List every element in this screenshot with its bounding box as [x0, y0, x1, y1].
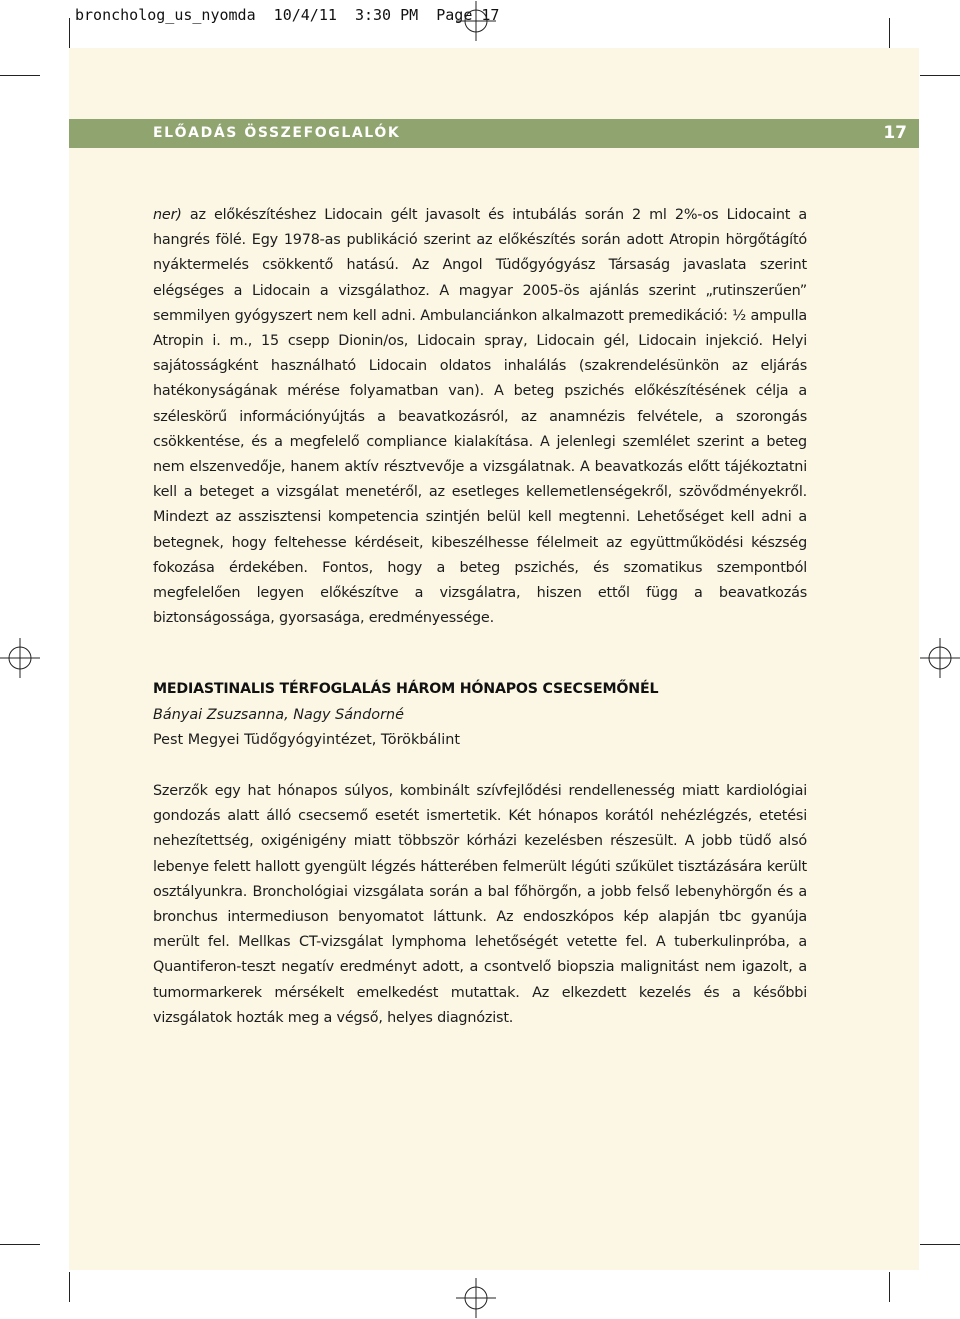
crop-mark — [920, 75, 960, 76]
crop-mark — [69, 18, 70, 48]
paragraph-lead: ner) — [153, 207, 182, 223]
abstract-text: Szerzők egy hat hónapos súlyos, kombinált szívfejlődési rendellenesség miatt kardiológiai gondozás alatt álló csecsemő esetét ismertetik. Két hónapos korától nehézlégzés, etetési nehezítettség, oxigénigény miatt többször kórházi kezelésben részesült. A jobb tüdő alsó lebenye felett hallott gyengült légzés hátterében felmerült légúti szűkület tisztázására került osztályunkra. Bronchológiai vizsgálata során a bal főhörgőn, a jobb felső lebenyhörgőn és a bronchus intermediuson benyomatot láttunk. Az endoszkópos kép alapján tbc gyanúja merült fel. Mellkas CT-vizsgálat lymphoma lehetőségét vetette fel. A tuberkulinpróba, a Quantiferon-teszt negatív eredményt adott, a csontvelő biopszia malignitást nem igazolt, a tumormarkerek mérsékelt emelkedést mutattak. Az elkezdett kezelés és a későbbi vizsgálatok hozták meg a végső, helyes diagnózist. — [153, 783, 807, 1026]
registration-mark-icon — [0, 638, 40, 678]
registration-mark-icon — [456, 1, 496, 41]
registration-mark-icon — [920, 638, 960, 678]
crop-mark — [0, 75, 40, 76]
registration-mark-icon — [456, 1278, 496, 1318]
paragraph-body: az előkészítéshez Lidocain gélt javasolt és intubálás során 2 ml 2%-os Lidocaint a hangrés fölé. Egy 1978-as publikáció szerint az előkészítés során adott Atropin hörgőtágító nyáktermelés csökkentő hatású. Az Angol Tüdőgyógyász Társaság javaslata szerint elégséges a Lidocain a vizsgálathoz. A magyar 2005-ös ajánlás szerint „rutinszerűen” semmilyen gyógyszert nem kell adni. Ambulanciánkon alkalmazott premedikáció: ½ ampulla Atropin i. m., 15 csepp Dionin/os, Lidocain spray, Lidocain gél, Lidocain injekció. Helyi sajátosságként használható Lidocain oldatos inhalálás (szakrendelésünkön az eljárás hatékonyságának mérése folyamatban van). A beteg pszichés előkészítésének célja a széleskörű információnyújtás a beavatkozásról, az anamnézis felvétele, a szorongás csökkentése, és a megfelelő compliance kialakítása. A jelenlegi szemlélet szerint a beteg nem elszenvedője, hanem aktív résztvevője a vizsgálatnak. A beavatkozás előtt tájékoztatni kell a beteget a vizsgálat menetéről, az esetleges kellemetlenségekről, szövődményekről. Mindezt az asszisztensi kompetencia szintjén belül kell megtenni. Lehetőséget kell adni a betegnek, hogy feltehesse kérdéseit, kibeszélhesse félelmeit az együttműködési készség fokozása érdekében. Fontos, hogy a beteg pszichés, és szomatikus szempontból megfelelően legyen előkészítve a vizsgálatra, hiszen ettől függ a beavatkozás biztonságossága, gyorsasága, eredményessége. — [153, 207, 807, 627]
crop-mark — [69, 1272, 70, 1302]
crop-mark — [0, 1244, 40, 1245]
section-label: ELŐADÁS ÖSSZEFOGLALÓK — [153, 125, 401, 141]
print-slug: broncholog_us_nyomda 10/4/11 3:30 PM Page 17 — [75, 6, 500, 24]
article-title: MEDIASTINALIS TÉRFOGLALÁS HÁROM HÓNAPOS CSECSEMŐNÉL — [153, 681, 659, 697]
page-number: 17 — [883, 123, 907, 143]
article-abstract — [153, 779, 807, 1031]
article-affiliation: Pest Megyei Tüdőgyógyintézet, Törökbálint — [153, 732, 461, 748]
section-banner — [69, 119, 919, 148]
crop-mark — [920, 1244, 960, 1245]
crop-mark — [889, 1272, 890, 1302]
article-authors: Bányai Zsuzsanna, Nagy Sándorné — [153, 707, 404, 723]
continued-paragraph — [153, 203, 807, 631]
crop-mark — [889, 18, 890, 48]
